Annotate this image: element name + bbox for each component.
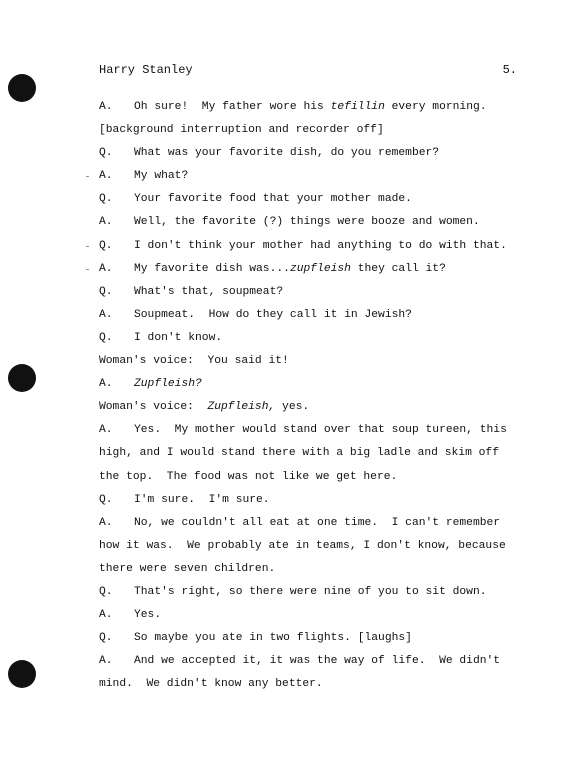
line-text: high, and I would stand there with a big ladle and skim off [99, 447, 499, 460]
transcript-line [99, 419, 523, 442]
speaker-label: A. [99, 216, 113, 229]
transcript-line [99, 627, 523, 650]
italic-term: Zupfleish? [134, 378, 202, 391]
speaker-label: A. [99, 101, 113, 113]
italic-term: tefillin [330, 101, 385, 113]
transcript-line [99, 235, 523, 258]
line-text: I'm sure. I'm sure. [134, 493, 270, 506]
margin-mark [86, 269, 89, 270]
line-text: That's right, so there were nine of you to sit down. [134, 585, 487, 598]
transcript-line [99, 119, 523, 142]
interviewee-name: Harry Stanley [99, 63, 193, 77]
transcript-line [99, 258, 523, 281]
transcript-line [99, 188, 523, 211]
transcript-line [99, 165, 523, 188]
line-text: yes. [275, 401, 310, 414]
line-text: every morning. [384, 101, 487, 113]
transcript-line [99, 466, 523, 489]
transcript-line [99, 373, 523, 396]
transcript-line [99, 512, 523, 535]
speaker-label: Q. [99, 193, 113, 206]
transcript-line [99, 142, 523, 165]
line-text: And we accepted it, it was the way of life. We didn't [134, 655, 501, 668]
transcript-body [99, 96, 523, 696]
speaker-label: Q. [99, 331, 113, 344]
speaker-label: A. [99, 378, 113, 391]
speaker-label: A. [99, 609, 113, 622]
binder-hole [8, 660, 36, 688]
transcript-line [99, 304, 523, 327]
line-text: Soupmeat. How do they call it in Jewish? [134, 308, 412, 321]
speaker-label: Q. [99, 285, 113, 298]
transcript-line [99, 604, 523, 627]
line-text: they call it? [350, 262, 446, 275]
transcript-line [99, 281, 523, 304]
line-text: I don't know. [134, 331, 223, 344]
line-text: there were seven children. [99, 562, 276, 575]
italic-term: Zupfleish, [207, 401, 276, 414]
line-text: mind. We didn't know any better. [99, 678, 323, 691]
line-text: [background interruption and recorder off] [99, 124, 384, 137]
transcript-line [99, 489, 523, 512]
page-number: 5. [502, 63, 517, 77]
line-text: Yes. My mother would stand over that soup tureen, this [134, 424, 507, 437]
transcript-line [99, 96, 523, 119]
margin-mark [86, 246, 89, 247]
speaker-label: A. [99, 262, 113, 275]
transcript-line [99, 535, 523, 558]
line-text: Well, the favorite (?) things were booze and women. [134, 216, 480, 229]
line-text: Woman's voice: You said it! [99, 355, 289, 368]
transcript-line [99, 558, 523, 581]
speaker-label: Q. [99, 632, 113, 645]
binder-hole [8, 364, 36, 392]
line-text: What was your favorite dish, do you remember? [134, 147, 440, 160]
transcript-line [99, 327, 523, 350]
line-text: Woman's voice: [99, 401, 208, 414]
margin-mark [86, 176, 89, 177]
binder-hole [8, 74, 36, 102]
speaker-label: A. [99, 308, 113, 321]
transcript-line [99, 442, 523, 465]
line-text: Your favorite food that your mother made. [134, 193, 412, 206]
line-text: I don't think your mother had anything to do with that. [134, 239, 507, 252]
transcript-line [99, 396, 523, 419]
italic-term: zupfleish [289, 262, 351, 275]
speaker-label: Q. [99, 493, 113, 506]
line-text: What's that, soupmeat? [134, 285, 284, 298]
line-text: My what? [134, 170, 189, 183]
speaker-label: Q. [99, 239, 113, 252]
transcript-line [99, 211, 523, 234]
line-text: Yes. [134, 609, 162, 622]
line-text: No, we couldn't all eat at one time. I can't remember [134, 516, 501, 529]
speaker-label: A. [99, 170, 113, 183]
speaker-label: Q. [99, 147, 113, 160]
transcript-line [99, 650, 523, 673]
line-text: My favorite dish was... [134, 262, 290, 275]
speaker-label: A. [99, 655, 113, 668]
speaker-label: A. [99, 516, 113, 529]
speaker-label: A. [99, 424, 113, 437]
transcript-line [99, 581, 523, 604]
line-text: So maybe you ate in two flights. [laughs] [134, 632, 412, 645]
line-text: the top. The food was not like we get here. [99, 470, 398, 483]
speaker-label: Q. [99, 585, 113, 598]
transcript-line [99, 350, 523, 373]
line-text: how it was. We probably ate in teams, I don't know, because [99, 539, 506, 552]
line-text: Oh sure! My father wore his [134, 101, 331, 113]
transcript-line [99, 673, 523, 696]
